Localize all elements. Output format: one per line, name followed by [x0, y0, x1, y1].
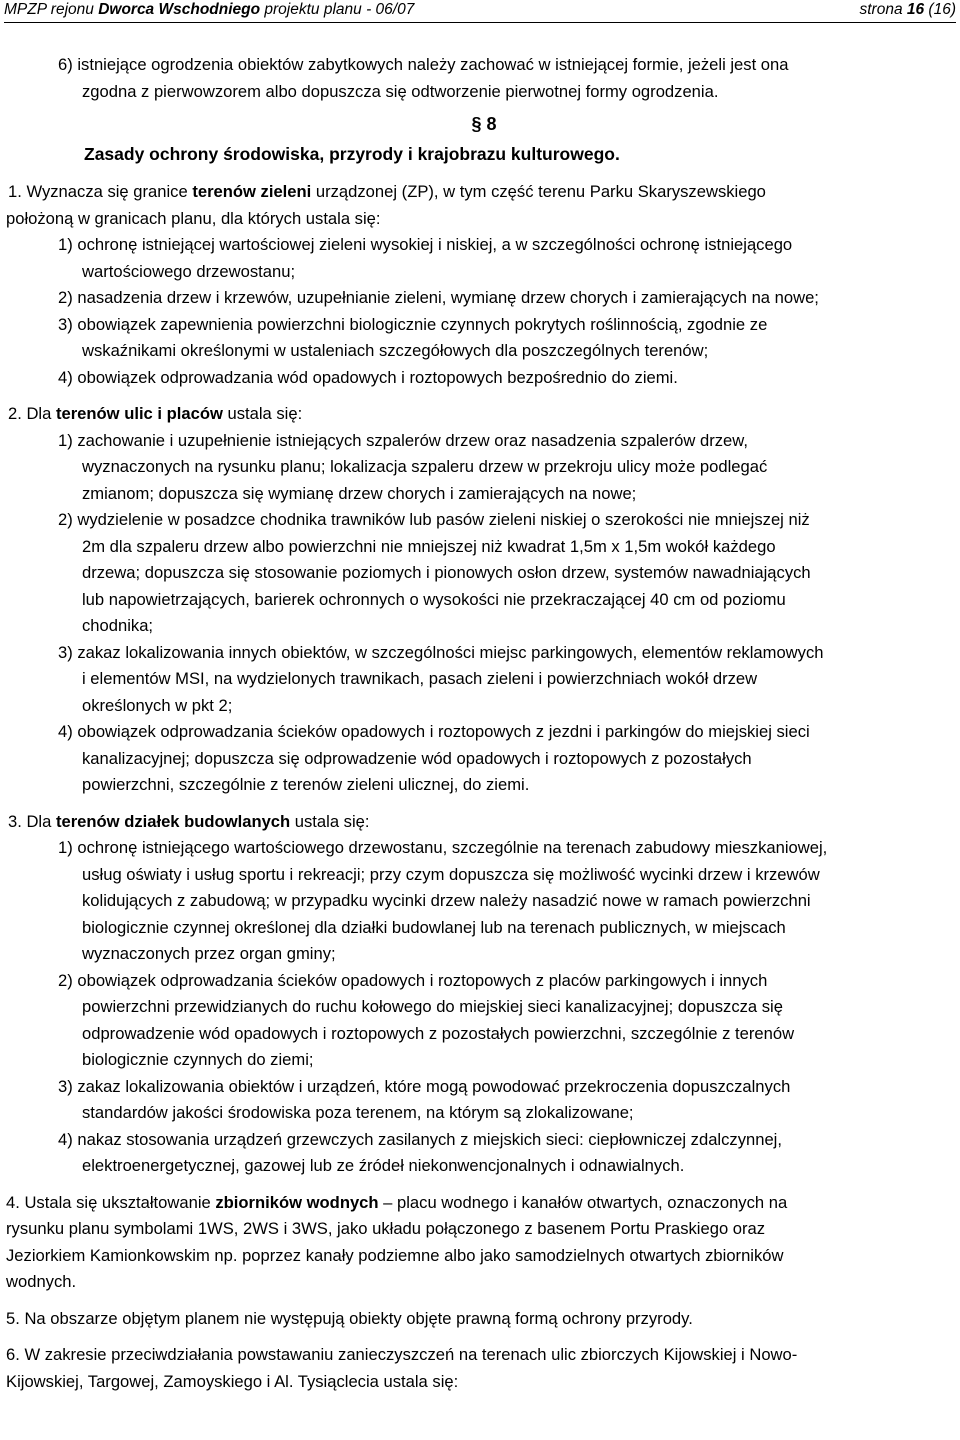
p2-line: 4) obowiązek odprowadzania ścieków opadowych i roztopowych z jezdni i parkingów do miejskiej sieci: [58, 722, 810, 741]
p2-line: kanalizacyjnej; dopuszcza się odprowadzenie wód opadowych i roztopowych z pozostałych: [82, 748, 752, 768]
p3-line: usług oświaty i usług sportu i rekreacji; przy czym dopuszcza się możliwość wycinki drzew i krzewów: [82, 864, 820, 884]
p1-item: wskaźnikami określonymi w ustaleniach szczegółowych dla poszczególnych terenów;: [82, 341, 709, 360]
p4-intro: 4. Ustala się ukształtowanie zbiorników wodnych – placu wodnego i kanałów otwartych, oznaczonych na: [6, 1192, 788, 1212]
intro-line-2: zgodna z pierwowzorem albo dopuszcza się odtworzenie pierwotnej formy ogrodzenia.: [82, 81, 719, 101]
p2-line: powierzchni, szczególnie z terenów zieleni ulicznej, do ziemi.: [82, 775, 530, 794]
p6-line-2: Kijowskiej, Targowej, Zamoyskiego i Al. Tysiąclecia ustala się:: [6, 1371, 459, 1391]
p1-item: 1) ochronę istniejącej wartościowej zieleni wysokiej i niskiej, a w szczególności ochronę istniejącego: [58, 235, 793, 254]
document-body: [0, 52, 960, 1395]
p3-line: biologicznie czynnej określonej dla działki budowlanej lub na terenach publicznych, w miejscach: [82, 917, 786, 937]
p2-line: 2m dla szpaleru drzew albo powierzchni nie mniejszej niż kwadrat 1,5m x 1,5m wokół każdego: [82, 536, 776, 556]
p5-line: 5. Na obszarze objętym planem nie występują obiekty objęte prawną formą ochrony przyrody.: [6, 1308, 693, 1328]
p3-intro: 3. Dla terenów działek budowlanych ustala się:: [8, 811, 370, 831]
section-sign: § 8: [471, 114, 497, 134]
p1-line-2: położoną w granicach planu, dla których ustala się:: [6, 208, 381, 228]
p1-item: 4) obowiązek odprowadzania wód opadowych i roztopowych bezpośrednio do ziemi.: [58, 367, 678, 387]
p2-line: określonych w pkt 2;: [82, 695, 233, 715]
p3-line: wyznaczonych przez organ gminy;: [82, 944, 336, 963]
p2-line: 2) wydzielenie w posadzce chodnika trawników lub pasów zieleni niskiej o szerokości nie mniejszej niż: [58, 510, 810, 529]
intro-line-1: 6) istniejące ogrodzenia obiektów zabytkowych należy zachować w istniejącej formie, jeżeli jest ona: [58, 55, 789, 74]
header-title-bold: Dworca Wschodniego: [98, 1, 261, 18]
page-number: strona 16 (16): [859, 1, 956, 18]
p2-line: zmianom; dopuszcza się wymianę drzew chorych i zamierających na nowe;: [82, 483, 637, 503]
p3-line: standardów jakości środowiska poza terenem, na którym są zlokalizowane;: [82, 1103, 634, 1122]
p3-line: 1) ochronę istniejącego wartościowego drzewostanu, szczególnie na terenach zabudowy mieszkaniowej,: [58, 838, 828, 857]
p1-item: wartościowego drzewostanu;: [82, 261, 296, 281]
p3-line: odprowadzenie wód opadowych i roztopowych z pozostałych powierzchni, szczególnie z terenów: [82, 1023, 795, 1043]
section-title: Zasady ochrony środowiska, przyrody i krajobrazu kulturowego.: [84, 144, 620, 164]
p2-line: 1) zachowanie i uzupełnienie istniejących szpalerów drzew oraz nasadzenia szpalerów drzew,: [58, 430, 748, 450]
p4-line: Jeziorkiem Kamionkowskim np. poprzez kanały podziemne albo jako samodzielnych otwartych zbiorników: [6, 1245, 784, 1265]
p2-line: i elementów MSI, na wydzielonych trawnikach, pasach zieleni i powierzchniach wokół drzew: [82, 669, 758, 688]
p3-line: 4) nakaz stosowania urządzeń grzewczych zasilanych z miejskich sieci: ciepłowniczej zdalczynnej,: [58, 1129, 782, 1149]
p6-line-1: 6. W zakresie przeciwdziałania powstawaniu zanieczyszczeń na terenach ulic zbiorczych Kijowskiej i Nowo-: [6, 1345, 798, 1364]
header-title: MPZP rejonu Dworca Wschodniego projektu planu - 06/07: [4, 1, 415, 18]
p2-line: wyznaczonych na rysunku planu; lokalizacja szpaleru drzew w przekroju ulicy może podlegać: [82, 457, 768, 476]
p3-line: kolidujących z zabudową; w przypadku wycinki drzew należy nasadzić nowe w ramach powierzchni: [82, 891, 811, 910]
p1-item: 2) nasadzenia drzew i krzewów, uzupełnianie zieleni, wymianę drzew chorych i zamierających na nowe;: [58, 288, 819, 307]
p4-line: wodnych.: [6, 1272, 77, 1291]
p2-line: lub napowietrzających, barierek ochronnych o wysokości nie przekraczającej 40 cm od poziomu: [82, 589, 786, 609]
p3-line: 2) obowiązek odprowadzania ścieków opadowych i roztopowych z placów parkingowych i innych: [58, 970, 768, 990]
p1-item: 3) obowiązek zapewnienia powierzchni biologicznie czynnych pokrytych roślinnością, zgodnie ze: [58, 314, 768, 334]
p2-line: 3) zakaz lokalizowania innych obiektów, w szczególności miejsc parkingowych, elementów reklamowych: [58, 642, 824, 662]
p1-intro: 1. Wyznacza się granice terenów zieleni urządzonej (ZP), w tym część terenu Parku Skaryszewskiego: [8, 182, 766, 201]
p3-line: powierzchni przewidzianych do ruchu kołowego do miejskiej sieci kanalizacyjnej; dopuszcza się: [82, 997, 783, 1016]
page-header: [4, 0, 956, 23]
p3-line: 3) zakaz lokalizowania obiektów i urządzeń, które mogą powodować przekroczenia dopuszczalnych: [58, 1076, 791, 1096]
p2-line: chodnika;: [82, 616, 154, 635]
p3-line: elektroenergetycznej, gazowej lub ze źródeł niekonwencjonalnych i odnawialnych.: [82, 1156, 685, 1175]
p2-intro: 2. Dla terenów ulic i placów ustala się:: [8, 404, 303, 423]
p3-line: biologicznie czynnych do ziemi;: [82, 1050, 314, 1069]
p4-line: rysunku planu symbolami 1WS, 2WS i 3WS, jako układu połączonego z basenem Portu Praskiego oraz: [6, 1219, 766, 1238]
p2-line: drzewa; dopuszcza się stosowanie poziomych i pionowych osłon drzew, systemów nawadniających: [82, 563, 811, 582]
